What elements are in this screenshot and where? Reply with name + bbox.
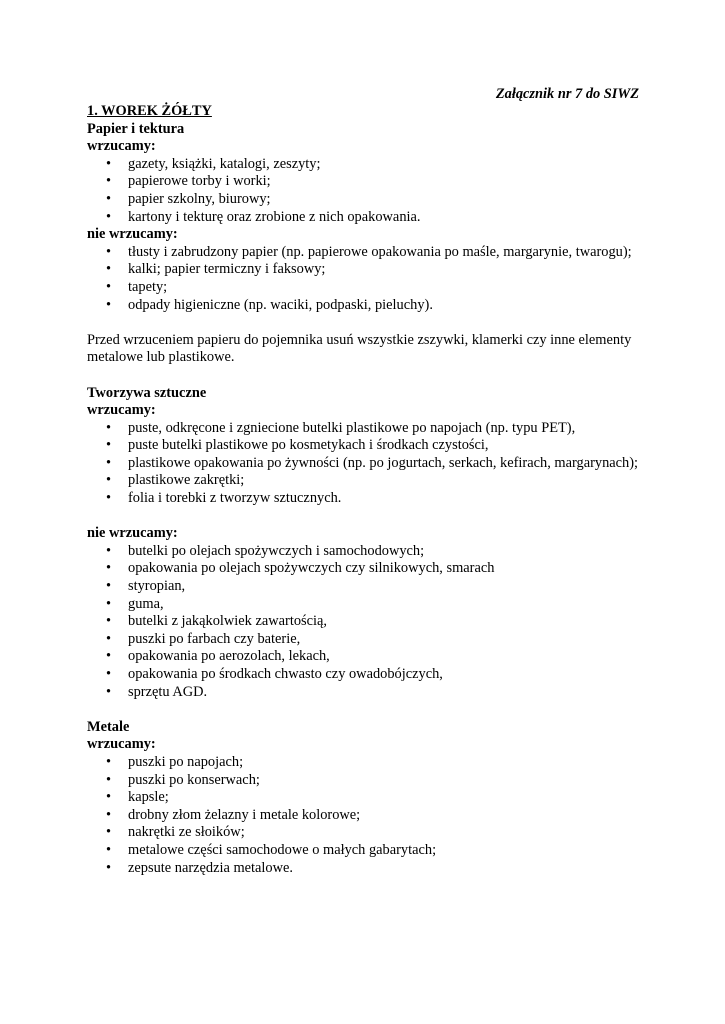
bullet-icon: • <box>106 472 112 489</box>
document-title: 1. WOREK ŻÓŁTY <box>87 103 212 119</box>
list-item: • folia i torebki z tworzyw sztucznych. <box>106 490 342 507</box>
bullet-icon: • <box>106 595 112 612</box>
bullet-icon: • <box>106 613 112 630</box>
bullet-icon: • <box>106 173 112 190</box>
paper-note: Przed wrzuceniem papieru do pojemnika usuń wszystkie zszywki, klamerki czy inne elementy metalowe lub plastikowe. <box>87 331 632 366</box>
bullet-icon: • <box>106 753 112 770</box>
bullet-icon: • <box>106 296 112 313</box>
list-item: • plastikowe opakowania po żywności (np. po jogurtach, serkach, kefirach, margarynach); <box>106 454 639 471</box>
list-item: • papier szkolny, biurowy; <box>106 190 271 207</box>
list-item: • nakrętki ze słoików; <box>106 824 245 841</box>
bullet-icon: • <box>106 789 112 806</box>
bullet-icon: • <box>106 155 112 172</box>
dont-throw-label: nie wrzucamy: <box>87 525 178 542</box>
bullet-icon: • <box>106 630 112 647</box>
spacer <box>87 508 647 526</box>
list-item: • gazety, książki, katalogi, zeszyty; <box>106 155 321 172</box>
list-item: • puszki po napojach; <box>106 753 244 770</box>
list-item: • drobny złom żelazny i metale kolorowe; <box>106 806 361 823</box>
list-item: • guma, <box>106 595 164 612</box>
throw-in-label: wrzucamy: <box>87 402 156 419</box>
bullet-icon: • <box>106 437 112 454</box>
plastics-dont-throw-list <box>87 543 647 701</box>
spacer <box>87 367 647 385</box>
list-item: • styropian, <box>106 578 186 595</box>
bullet-icon: • <box>106 771 112 788</box>
bullet-icon: • <box>106 490 112 507</box>
list-item: • opakowania po aerozolach, lekach, <box>106 648 330 665</box>
list-item: • kapsle; <box>106 789 169 806</box>
list-item: • opakowania po środkach chwasto czy owadobójczych, <box>106 666 443 682</box>
paper-dont-throw-list <box>87 244 647 314</box>
list-item: • puszki po farbach czy baterie, <box>106 630 301 647</box>
bullet-icon: • <box>106 824 112 841</box>
bullet-icon: • <box>106 419 112 436</box>
paper-throw-in-list <box>87 156 647 226</box>
list-item: • opakowania po olejach spożywczych czy silnikowych, smarach <box>106 560 495 577</box>
bullet-icon: • <box>106 683 112 700</box>
list-item: • kartony i tekturę oraz zrobione z nich opakowania. <box>106 208 421 225</box>
dont-throw-label: nie wrzucamy: <box>87 226 178 243</box>
section-heading-paper: Papier i tektura <box>87 120 185 137</box>
bullet-icon: • <box>106 841 112 858</box>
list-item: • zepsute narzędzia metalowe. <box>106 859 294 876</box>
list-item: • butelki z jakąkolwiek zawartością, <box>106 613 327 630</box>
bullet-icon: • <box>106 190 112 207</box>
list-item: • tłusty i zabrudzony papier (np. papierowe opakowania po maśle, margarynie, twarogu); <box>106 243 632 260</box>
bullet-icon: • <box>106 648 112 665</box>
bullet-icon: • <box>106 806 112 823</box>
list-item: • odpady higieniczne (np. waciki, podpaski, pieluchy). <box>106 296 433 313</box>
bullet-icon: • <box>106 261 112 278</box>
list-item: • plastikowe zakrętki; <box>106 472 245 489</box>
throw-in-label: wrzucamy: <box>87 138 156 155</box>
plastics-throw-in-list <box>87 420 647 508</box>
list-item: • tapety; <box>106 278 168 295</box>
bullet-icon: • <box>106 208 112 225</box>
bullet-icon: • <box>106 578 112 595</box>
bullet-icon: • <box>106 454 112 471</box>
list-item: • papierowe torby i worki; <box>106 173 271 190</box>
bullet-icon: • <box>106 542 112 559</box>
document-content <box>87 103 647 877</box>
bullet-icon: • <box>106 278 112 295</box>
annex-label: Załącznik nr 7 do SIWZ <box>495 86 639 102</box>
throw-in-label: wrzucamy: <box>87 736 156 753</box>
list-item: • puste, odkręcone i zgniecione butelki plastikowe po napojach (np. typu PET), <box>106 419 576 436</box>
section-heading-metals: Metale <box>87 718 130 735</box>
list-item: • puste butelki plastikowe po kosmetykach i środkach czystości, <box>106 437 489 454</box>
bullet-icon: • <box>106 666 112 682</box>
section-heading-plastics: Tworzywa sztuczne <box>87 384 207 401</box>
bullet-icon: • <box>106 560 112 577</box>
list-item: • sprzętu AGD. <box>106 683 208 700</box>
list-item: • puszki po konserwach; <box>106 771 260 788</box>
list-item: • butelki po olejach spożywczych i samochodowych; <box>106 542 425 559</box>
spacer <box>87 701 647 719</box>
list-item: • kalki; papier termiczny i faksowy; <box>106 261 326 278</box>
bullet-icon: • <box>106 243 112 260</box>
metals-throw-in-list <box>87 754 647 877</box>
bullet-icon: • <box>106 859 112 876</box>
spacer <box>87 314 647 332</box>
list-item: • metalowe części samochodowe o małych gabarytach; <box>106 841 437 858</box>
